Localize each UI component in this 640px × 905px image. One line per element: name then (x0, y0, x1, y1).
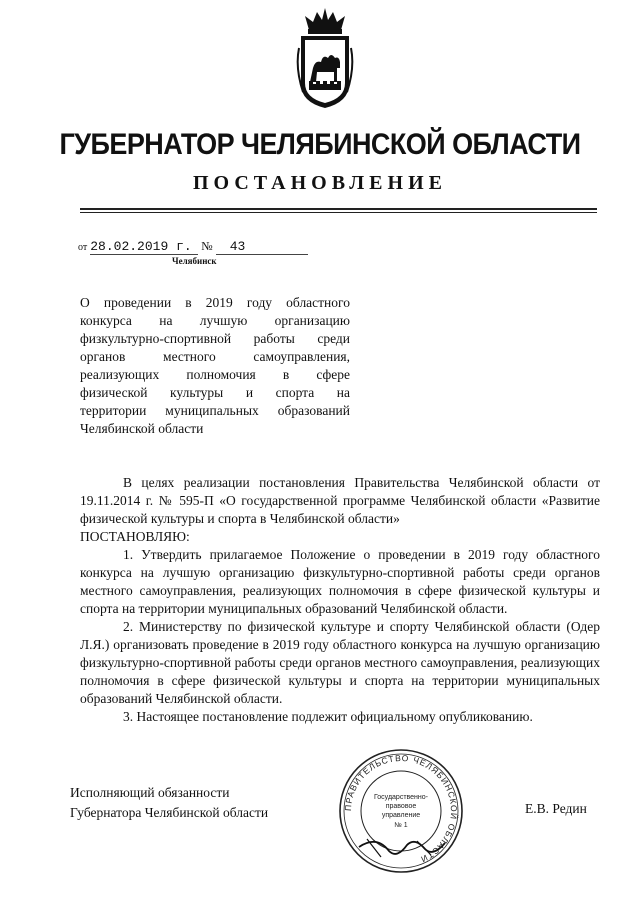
position-line: Губернатора Челябинской области (70, 805, 269, 820)
subject-line: органов местного самоуправления, (80, 349, 350, 364)
decree-word: ПОСТАНОВЛЯЮ: (80, 529, 190, 544)
subject-line: О проведении в 2019 году областного (80, 295, 350, 310)
stamp-center-line: № 1 (394, 822, 408, 829)
subject-line: конкурса на лучшую организацию (80, 313, 350, 328)
document-authority-title: ГУБЕРНАТОР ЧЕЛЯБИНСКОЙ ОБЛАСТИ (59, 128, 581, 161)
preamble-paragraph: В целях реализации постановления Правительства Челябинской области от 19.11.2014 г. № 595-П «О государственной программе Челябинской области «Развитие физической культуры и спорта в Челябинской области» (80, 475, 600, 526)
stamp-center-line: управление (381, 812, 421, 819)
subject-line: Челябинской области (80, 421, 204, 436)
signatory-name: Е.В. Редин (525, 801, 587, 816)
decree-item: 2. Министерству по физической культуре и спорту Челябинской области (Одер Л.Я.) организовать проведение в 2019 году областного конкурса на лучшую организацию физкультурно-спортивной работы среди органов местного самоуправления, реализующих полномочия в сфере физической культуры и спорта на территории муниципальных образований Челябинской области. (80, 619, 600, 706)
coat-of-arms-emblem (295, 8, 355, 110)
stamp-center-line: Государственно- (373, 794, 429, 801)
decree-item: 3. Настоящее постановление подлежит официальному опубликованию. (123, 709, 533, 724)
document-type-title: ПОСТАНОВЛЕНИЕ (193, 172, 447, 194)
document-city: Челябинск (172, 256, 217, 266)
header-divider-thin (80, 212, 597, 213)
header-divider (80, 208, 597, 210)
document-number: 43 (216, 240, 308, 255)
document-subject (80, 294, 350, 438)
document-date: 28.02.2019 г. (90, 240, 198, 255)
document-body (80, 474, 600, 726)
stamp-center-line: правовое (385, 803, 417, 810)
subject-line: физической культуры и спорта на (80, 385, 350, 400)
subject-line: территории муниципальных образований (80, 403, 350, 418)
position-line: Исполняющий обязанности (70, 785, 230, 800)
number-prefix: № (201, 239, 213, 253)
official-stamp (337, 747, 465, 875)
date-prefix: от (78, 242, 88, 253)
stamp-outer-text: ПРАВИТЕЛЬСТВО ЧЕЛЯБИНСКОЙ ОБЛАСТИ (342, 752, 460, 865)
decree-item: 1. Утвердить прилагаемое Положение о проведении в 2019 году областного конкурса на лучшую организацию физкультурно-спортивной работы среди органов местного самоуправления, реализующих полномочия в сфере физической культуры и спорта на территории муниципальных образований Челябинской области. (80, 547, 600, 616)
subject-line: физкультурно-спортивной работы среди (80, 331, 350, 346)
signatory-position (70, 783, 268, 823)
date-number-row (78, 239, 308, 255)
subject-line: реализующих полномочия в сфере (80, 367, 350, 382)
